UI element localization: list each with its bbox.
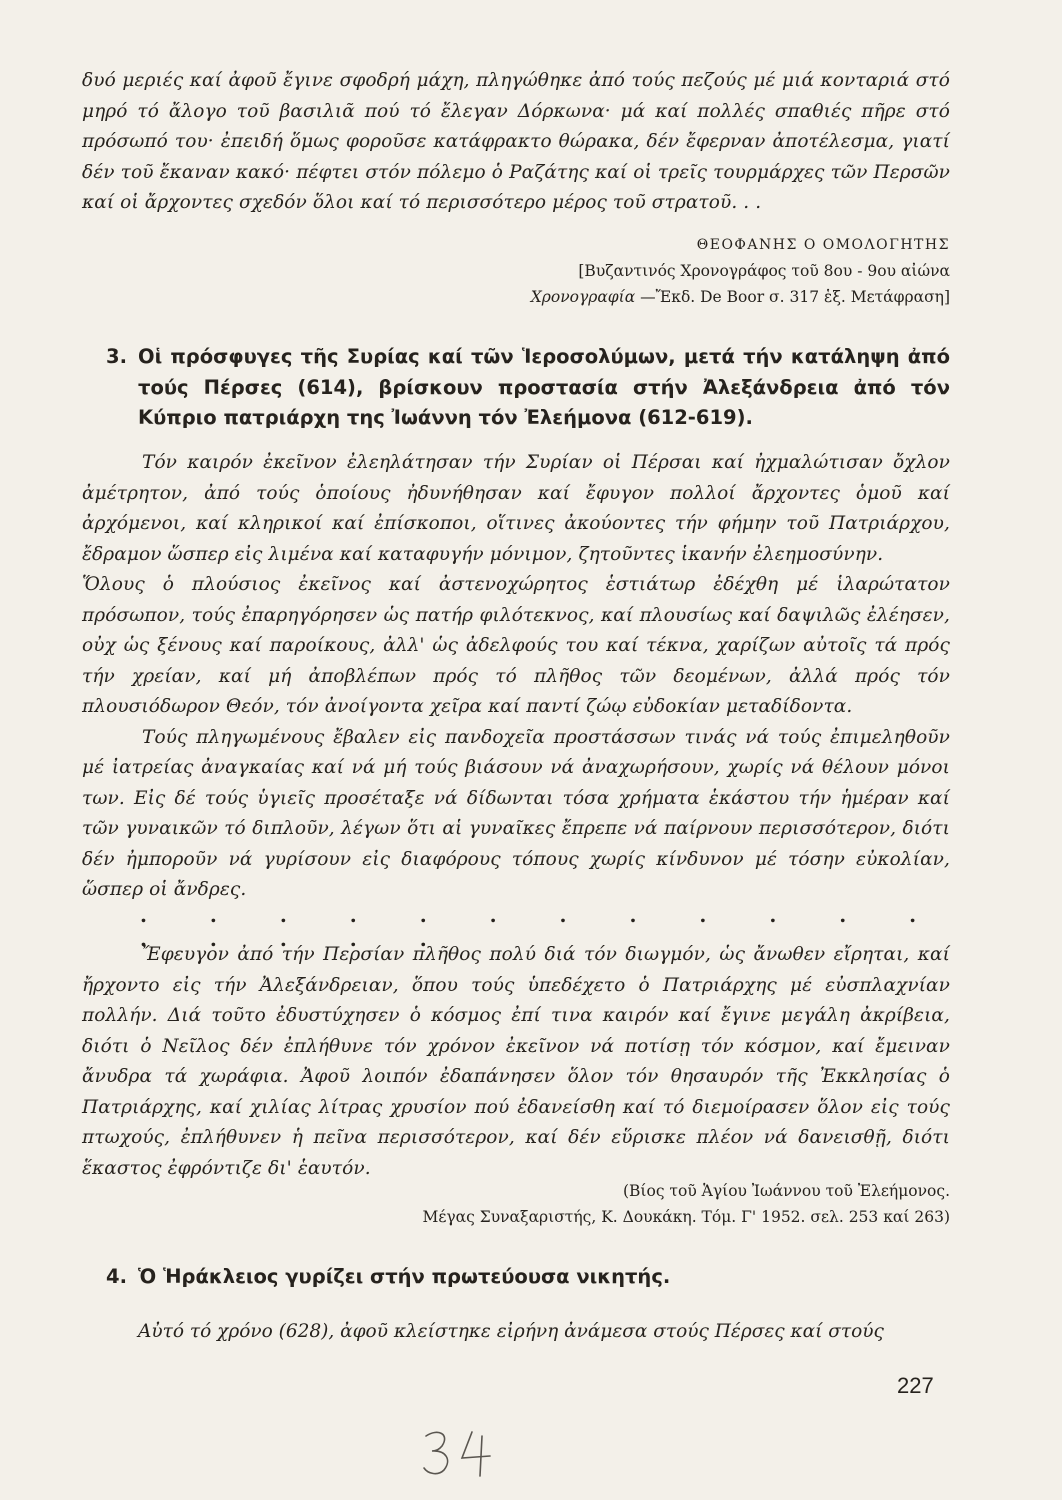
attribution-work: Χρονογραφία — [530, 288, 636, 306]
attribution-author: ΘΕΟΦΑΝΗΣ Ο ΟΜΟΛΟΓΗΤΗΣ — [696, 237, 950, 253]
attribution-line2: [Βυζαντινός Χρονογράφος τοῦ 8ου - 9ου αἰώνα — [578, 262, 950, 280]
ellipsis-text: . . . . . . . . . . . . . . . . . — [140, 903, 945, 951]
section-4-heading — [106, 1262, 950, 1293]
handwritten-page-mark-icon — [420, 1426, 510, 1478]
section-4-number: 4. — [106, 1265, 127, 1288]
attribution-vios-line1: (Βίος τοῦ Ἁγίου Ἰωάννου τοῦ Ἐλεήμονος. — [622, 1182, 950, 1200]
section-4-first-line: Αὐτό τό χρόνο (628), ἀφοῦ κλείστηκε εἰρήνη ἀνάμεσα στούς Πέρσες καί στούς — [138, 1321, 884, 1342]
attribution-edition: —Ἔκδ. De Boor σ. 317 ἑξ. Μετάφραση] — [635, 288, 950, 306]
section-3-body-continued — [82, 940, 950, 1184]
attribution-theophanes — [531, 232, 950, 310]
section-3-paragraph: Ἔφευγον ἀπό τήν Περσίαν πλῆθος πολύ διά τόν διωγμόν, ὡς ἄνωθεν εἴρηται, καί ἤρχοντο εἰς τήν Ἀλεξάνδρειαν, ὅπου τούς ὑπεδέχετο ὁ Πατριάρχης μέ εὐσπλαχνίαν πολλήν. Διά τοῦτο ἐδυστύχησεν ὁ κόσμος ἐπί τινα καιρόν καί ἔγινε μεγάλη ἀκρίβεια, διότι ὁ Νεῖλος δέν ἐπλήθυνε τόν χρόνον ἐκεῖνον νά ποτίσῃ τόν κόσμον, καί ἔμειναν ἄνυδρα τά χωράφια. Ἀφοῦ λοιπόν ἐδαπάνησεν ὅλον τόν θησαυρόν τῆς Ἐκκλησίας ὁ Πατριάρχης, καί χιλίας λίτρας χρυσίον πού ἐδανείσθη καί τό διεμοίρασεν ὅλον εἰς τούς πτωχούς, ἐπλήθυνεν ἡ πεῖνα περισσότερον, καί δέν εὕρισκε πλέον νά δανεισθῇ, διότι ἕκαστος ἐφρόντιζε δι' ἑαυτόν. — [82, 944, 950, 1179]
section-3-paragraph: Τόν καιρόν ἐκεῖνον ἐλεηλάτησαν τήν Συρίαν οἱ Πέρσαι καί ἠχμαλώτισαν ὄχλον ἀμέτρητον, ἀπό τούς ὁποίους ἠδυνήθησαν καί ἔφυγον πολλοί ἄρχοντες ὁμοῦ καί ἀρχόμενοι, καί κληρικοί καί ἐπίσκοποι, οἵτινες ἀκούοντες τήν φήμην τοῦ Πατριάρχου, ἔδραμον ὥσπερ εἰς λιμένα καί καταφυγήν μόνιμον, ζητοῦντες ἱκανήν ἐλεημοσύνην. — [82, 452, 950, 565]
attribution-vios — [423, 1178, 950, 1230]
intro-text: δυό μεριές καί ἀφοῦ ἔγινε σφοδρή μάχη, πληγώθηκε ἀπό τούς πεζούς μέ μιά κονταριά στό μηρό τό ἄλογο τοῦ βασιλιᾶ πού τό ἔλεγαν Δόρκωνα· μά καί πολλές σπαθιές πῆρε στό πρόσωπό του· ἐπειδή ὅμως φοροῦσε κατάφρακτο θώρακα, δέν ἔφερναν ἀποτέλεσμα, γιατί δέν τοῦ ἔκαναν κακό· πέφτει στόν πόλεμο ὁ Ραζάτης καί οἱ τρεῖς τουρμάρχες τῶν Περσῶν καί οἱ ἄρχοντες σχεδόν ὅλοι καί τό περισσότερο μέρος τοῦ στρατοῦ. . . — [82, 70, 950, 213]
intro-paragraph — [82, 66, 950, 219]
section-3-body — [82, 448, 950, 906]
section-3-paragraph: Τούς πληγωμένους ἔβαλεν εἰς πανδοχεῖα προστάσσων τινάς νά τούς ἐπιμεληθοῦν μέ ἰατρείας ἀναγκαίας καί νά μή τούς βιάσουν νά ἀναχωρήσουν, χωρίς νά θέλουν μόνοι των. Εἰς δέ τούς ὑγιεῖς προσέταξε νά δίδωνται τόσα χρήματα ἑκάστου τήν ἡμέραν καί τῶν γυναικῶν τό διπλοῦν, λέγων ὅτι αἱ γυναῖκες ἔπρεπε νά παίρνουν περισσότερον, διότι δέν ἠμποροῦν νά γυρίσουν εἰς διαφόρους τόπους χωρίς κίνδυνον μέ τόσην εὐκολίαν, ὥσπερ οἱ ἄνδρες. — [82, 726, 950, 900]
section-3-paragraph: Ὅλους ὁ πλούσιος ἐκεῖνος καί ἀστενοχώρητος ἑστιάτωρ ἐδέχθη μέ ἱλαρώτατον πρόσωπον, τούς ἐπαρηγόρησεν ὡς πατήρ φιλότεκνος, καί πλουσίως καί δαψιλῶς ἐλέησεν, οὐχ ὡς ξένους καί παροίκους, ἀλλ' ὡς ἀδελφούς του καί τέκνα, χαρίζων αὐτοῖς τά πρός τήν χρείαν, καί μή ἀποβλέπων πρός τό πλῆθος τῶν δεομένων, ἀλλά πρός τόν πλουσιόδωρον Θεόν, τόν ἀνοίγοντα χεῖρα καί παντί ζώῳ εὐδοκίαν μεταδίδοντα. — [82, 574, 950, 717]
section-3-heading-text: Οἱ πρόσφυγες τῆς Συρίας καί τῶν Ἱεροσολύμων, μετά τήν κατάληψη ἀπό τούς Πέρσες (614), βρίσκουν προστασία στήν Ἀλεξάνδρεια ἀπό τόν Κύπριο πατριάρχη της Ἰωάννη τόν Ἐλεήμονα (612-619). — [138, 345, 950, 429]
section-3-number: 3. — [106, 345, 127, 368]
section-4-heading-text: Ὁ Ἡράκλειος γυρίζει στήν πρωτεύουσα νικητής. — [138, 1265, 671, 1288]
page-number: 227 — [897, 1373, 934, 1398]
section-3-heading — [106, 342, 950, 434]
attribution-vios-line2: Μέγας Συναξαριστής, Κ. Δουκάκη. Τόμ. Γ' 1952. σελ. 253 καί 263) — [422, 1208, 950, 1226]
attribution-line3 — [531, 284, 950, 310]
